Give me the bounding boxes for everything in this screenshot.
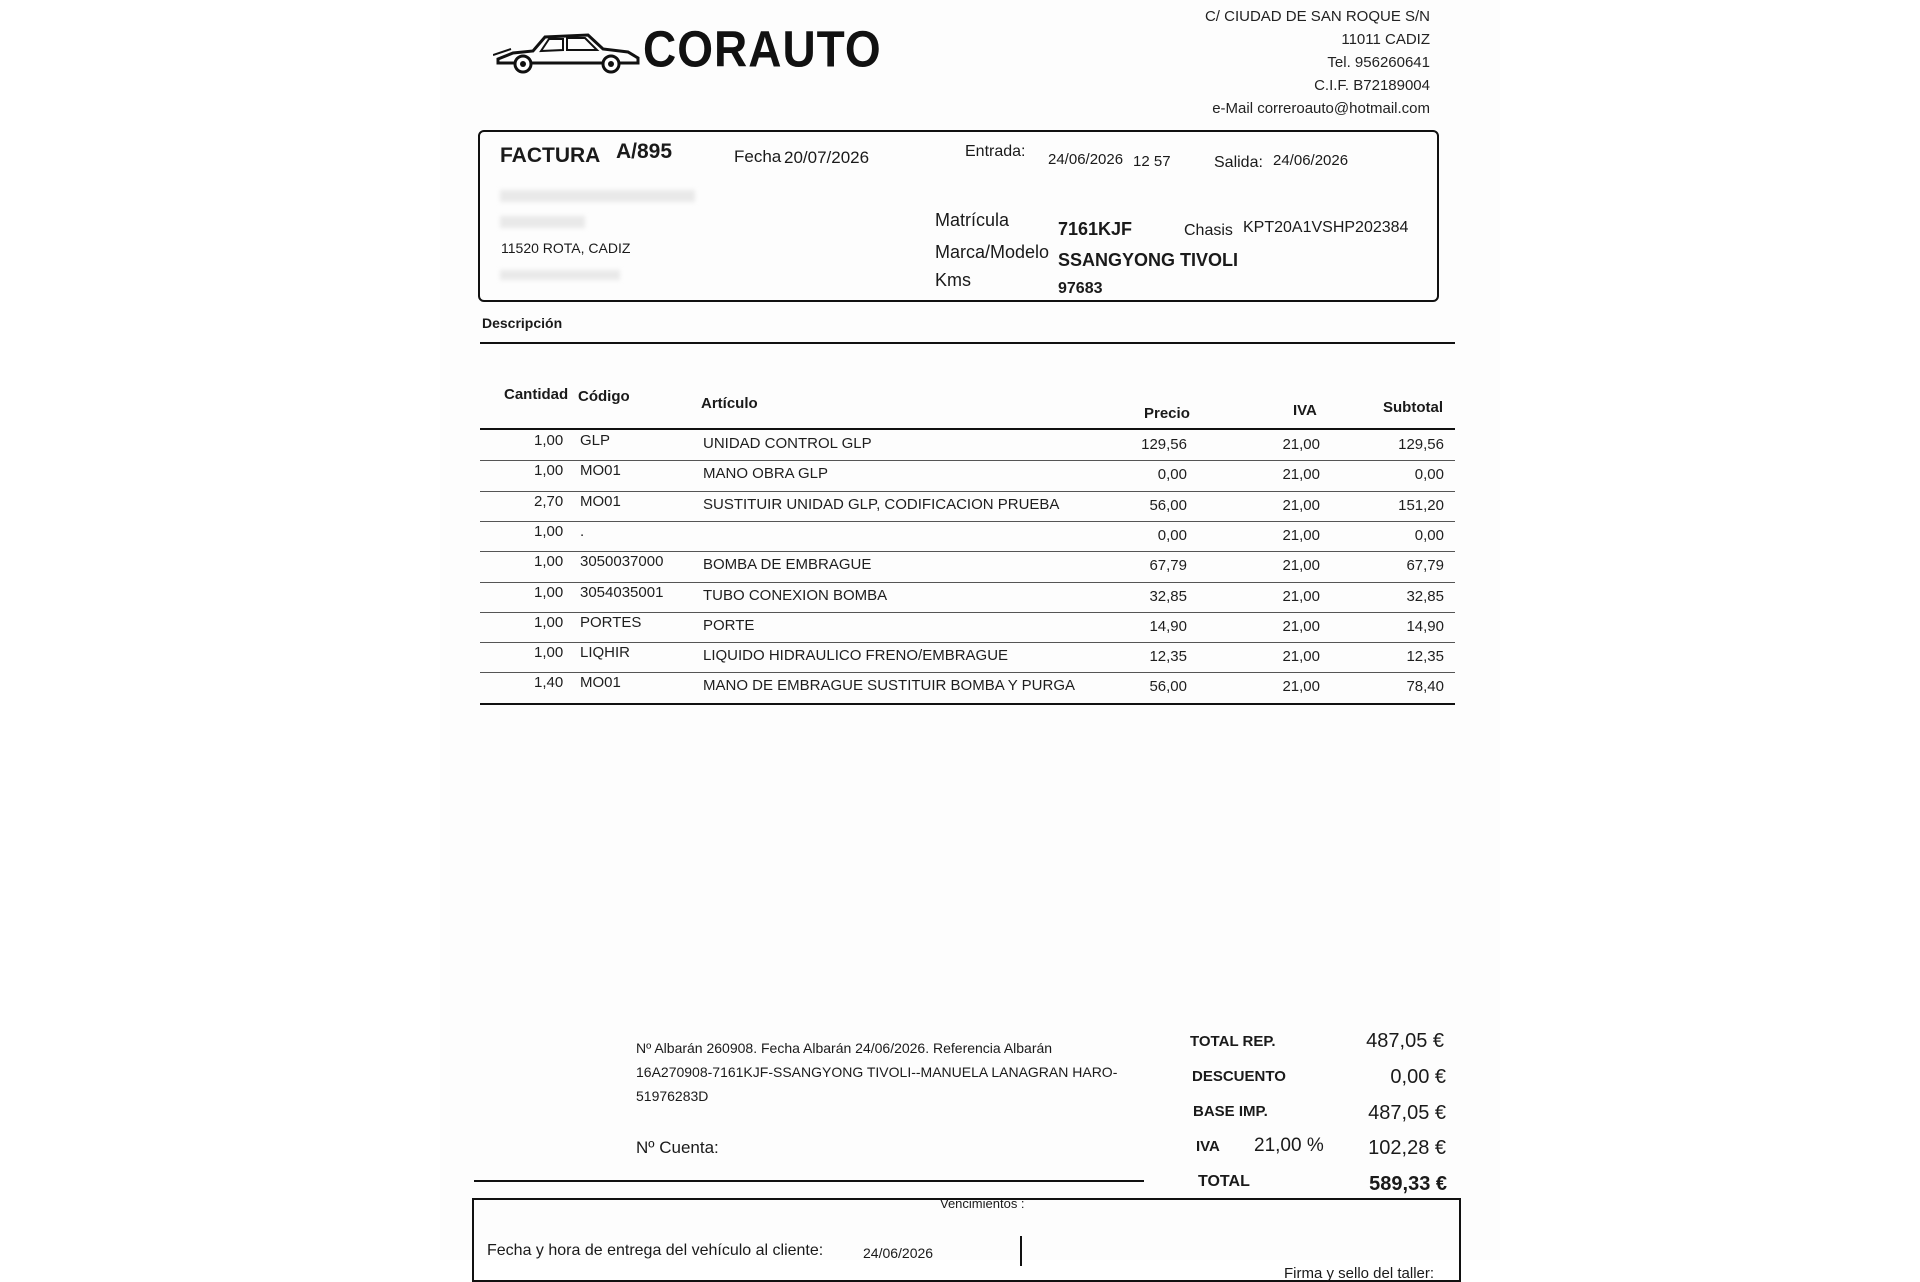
marca-value: SSANGYONG TIVOLI [1058,250,1239,270]
table-header-divider [480,428,1455,430]
cell-articulo: PORTE [703,616,755,634]
cell-codigo: GLP [580,432,611,449]
cell-iva: 21,00 [1282,557,1320,575]
base-imp-value: 487,05 € [1368,1102,1446,1124]
cell-precio: 32,85 [1149,587,1187,605]
cell-precio: 56,00 [1149,678,1187,696]
cell-codigo: LIQHIR [580,644,631,662]
cell-precio: 0,00 [1157,466,1187,484]
cell-cantidad: 1,00 [534,432,564,449]
total-label: TOTAL [1198,1173,1250,1190]
cell-iva: 21,00 [1282,648,1320,666]
cell-subtotal: 151,20 [1398,496,1444,514]
albaran-line-3: 51976283D [636,1088,709,1104]
vencimientos-label: Vencimientos : [940,1196,1025,1211]
cell-iva: 21,00 [1282,496,1320,514]
albaran-line-1: Nº Albarán 260908. Fecha Albarán 24/06/2026. Referencia Albarán [636,1040,1053,1056]
kms-label: Kms [935,270,971,290]
chasis-value: KPT20A1VSHP202384 [1243,219,1409,236]
cell-subtotal: 67,79 [1406,557,1444,575]
cell-codigo: PORTES [580,613,642,631]
footer-divider [474,1180,1144,1182]
cell-articulo: MANO OBRA GLP [703,465,829,483]
cell-cantidad: 1,00 [534,583,564,601]
entrega-date: 24/06/2026 [863,1245,934,1261]
cell-articulo: BOMBA DE EMBRAGUE [703,556,872,574]
delivery-box-divider [1020,1236,1022,1266]
cell-subtotal: 32,85 [1406,587,1444,605]
invoice-number: A/895 [616,140,673,163]
salida-date: 24/06/2026 [1273,152,1349,169]
table-row-divider [480,582,1455,583]
table-row-divider [480,491,1455,492]
iva-rate: 21,00 % [1254,1135,1324,1156]
cell-cantidad: 1,00 [534,613,564,631]
client-city: 11520 ROTA, CADIZ [501,240,631,256]
cuenta-label: Nº Cuenta: [636,1138,719,1157]
vintage-car-icon [493,25,643,75]
table-row-divider [480,460,1455,461]
base-imp-label: BASE IMP. [1193,1103,1268,1120]
kms-value: 97683 [1058,280,1103,297]
client-nif-redacted [500,270,620,280]
salida-label: Salida: [1214,154,1263,171]
cell-codigo: MO01 [580,492,621,510]
cell-subtotal: 12,35 [1406,648,1444,666]
cell-codigo: MO01 [580,674,621,692]
client-street-redacted [500,216,585,228]
descuento-label: DESCUENTO [1192,1068,1286,1085]
cell-cantidad: 1,00 [534,522,564,540]
cell-articulo: UNIDAD CONTROL GLP [703,435,872,452]
table-row-divider [480,521,1455,522]
cell-cantidad: 1,00 [534,553,564,571]
cell-iva: 21,00 [1282,436,1320,453]
cell-subtotal: 78,40 [1406,678,1444,696]
cell-subtotal: 0,00 [1414,526,1444,544]
total-rep-label: TOTAL REP. [1190,1033,1276,1050]
cell-subtotal: 129,56 [1398,436,1444,453]
client-name-redacted [500,190,695,202]
cell-precio: 129,56 [1141,436,1187,453]
cell-iva: 21,00 [1282,617,1320,635]
matricula-value: 7161KJF [1058,219,1133,239]
matricula-label: Matrícula [935,210,1010,230]
table-row-divider [480,672,1455,673]
col-iva: IVA [1293,402,1317,419]
col-precio: Precio [1144,405,1190,422]
company-address-line: C/ CIUDAD DE SAN ROQUE S/N [1204,8,1430,25]
company-address-line: 11011 CADIZ [1341,31,1430,48]
cell-iva: 21,00 [1282,587,1320,605]
table-row-divider [480,642,1455,643]
invoice-date-label: Fecha [734,147,782,166]
cell-iva: 21,00 [1282,466,1320,484]
descripcion-label: Descripción [482,315,563,331]
iva-value: 102,28 € [1368,1137,1446,1159]
cell-cantidad: 1,00 [534,644,564,662]
cell-precio: 12,35 [1149,648,1187,666]
cell-precio: 67,79 [1149,557,1187,575]
cell-iva: 21,00 [1282,678,1320,696]
marca-label: Marca/Modelo [935,242,1050,262]
invoice-date: 20/07/2026 [784,148,870,167]
entrada-label: Entrada: [965,143,1026,160]
cell-cantidad: 2,70 [534,492,564,510]
col-codigo: Código [578,388,630,405]
entrada-time: 12 57 [1133,153,1171,170]
entrada-date: 24/06/2026 [1048,151,1124,168]
company-cif: C.I.F. B72189004 [1314,77,1430,94]
table-row-divider [480,703,1455,705]
cell-precio: 0,00 [1157,526,1187,544]
cell-subtotal: 0,00 [1414,466,1444,484]
company-name: CORAUTO [643,20,882,78]
col-articulo: Artículo [701,395,758,412]
chasis-label: Chasis [1184,222,1233,239]
cell-articulo: SUSTITUIR UNIDAD GLP, CODIFICACION PRUEBA [703,495,1060,513]
cell-iva: 21,00 [1282,526,1320,544]
cell-articulo: LIQUIDO HIDRAULICO FRENO/EMBRAGUE [703,647,1009,665]
cell-codigo: 3050037000 [580,553,664,571]
iva-label: IVA [1196,1138,1220,1155]
table-row-divider [480,551,1455,552]
cell-cantidad: 1,00 [534,462,564,480]
albaran-line-2: 16A270908-7161KJF-SSANGYONG TIVOLI--MANUELA LANAGRAN HARO- [636,1064,1118,1080]
descripcion-divider [480,342,1455,344]
cell-codigo: 3054035001 [580,583,664,601]
firma-label: Firma y sello del taller: [1284,1265,1435,1282]
descuento-value: 0,00 € [1390,1066,1446,1088]
col-subtotal: Subtotal [1383,399,1443,416]
cell-cantidad: 1,40 [534,674,564,692]
company-phone: Tel. 956260641 [1327,54,1430,71]
cell-codigo: MO01 [580,462,621,480]
cell-articulo: MANO DE EMBRAGUE SUSTITUIR BOMBA Y PURGA [703,677,1076,695]
entrega-label: Fecha y hora de entrega del vehículo al cliente: [487,1242,824,1259]
total-rep-value: 487,05 € [1366,1030,1444,1052]
cell-precio: 56,00 [1149,496,1187,514]
cell-codigo: . [580,522,585,540]
cell-subtotal: 14,90 [1406,617,1444,635]
total-value: 589,33 € [1369,1173,1447,1195]
invoice-label: FACTURA [500,144,601,167]
cell-articulo: TUBO CONEXION BOMBA [703,586,888,604]
col-cantidad: Cantidad [504,386,569,403]
table-row-divider [480,612,1455,613]
cell-precio: 14,90 [1149,617,1187,635]
company-email: e-Mail correroauto@hotmail.com [1212,100,1430,117]
